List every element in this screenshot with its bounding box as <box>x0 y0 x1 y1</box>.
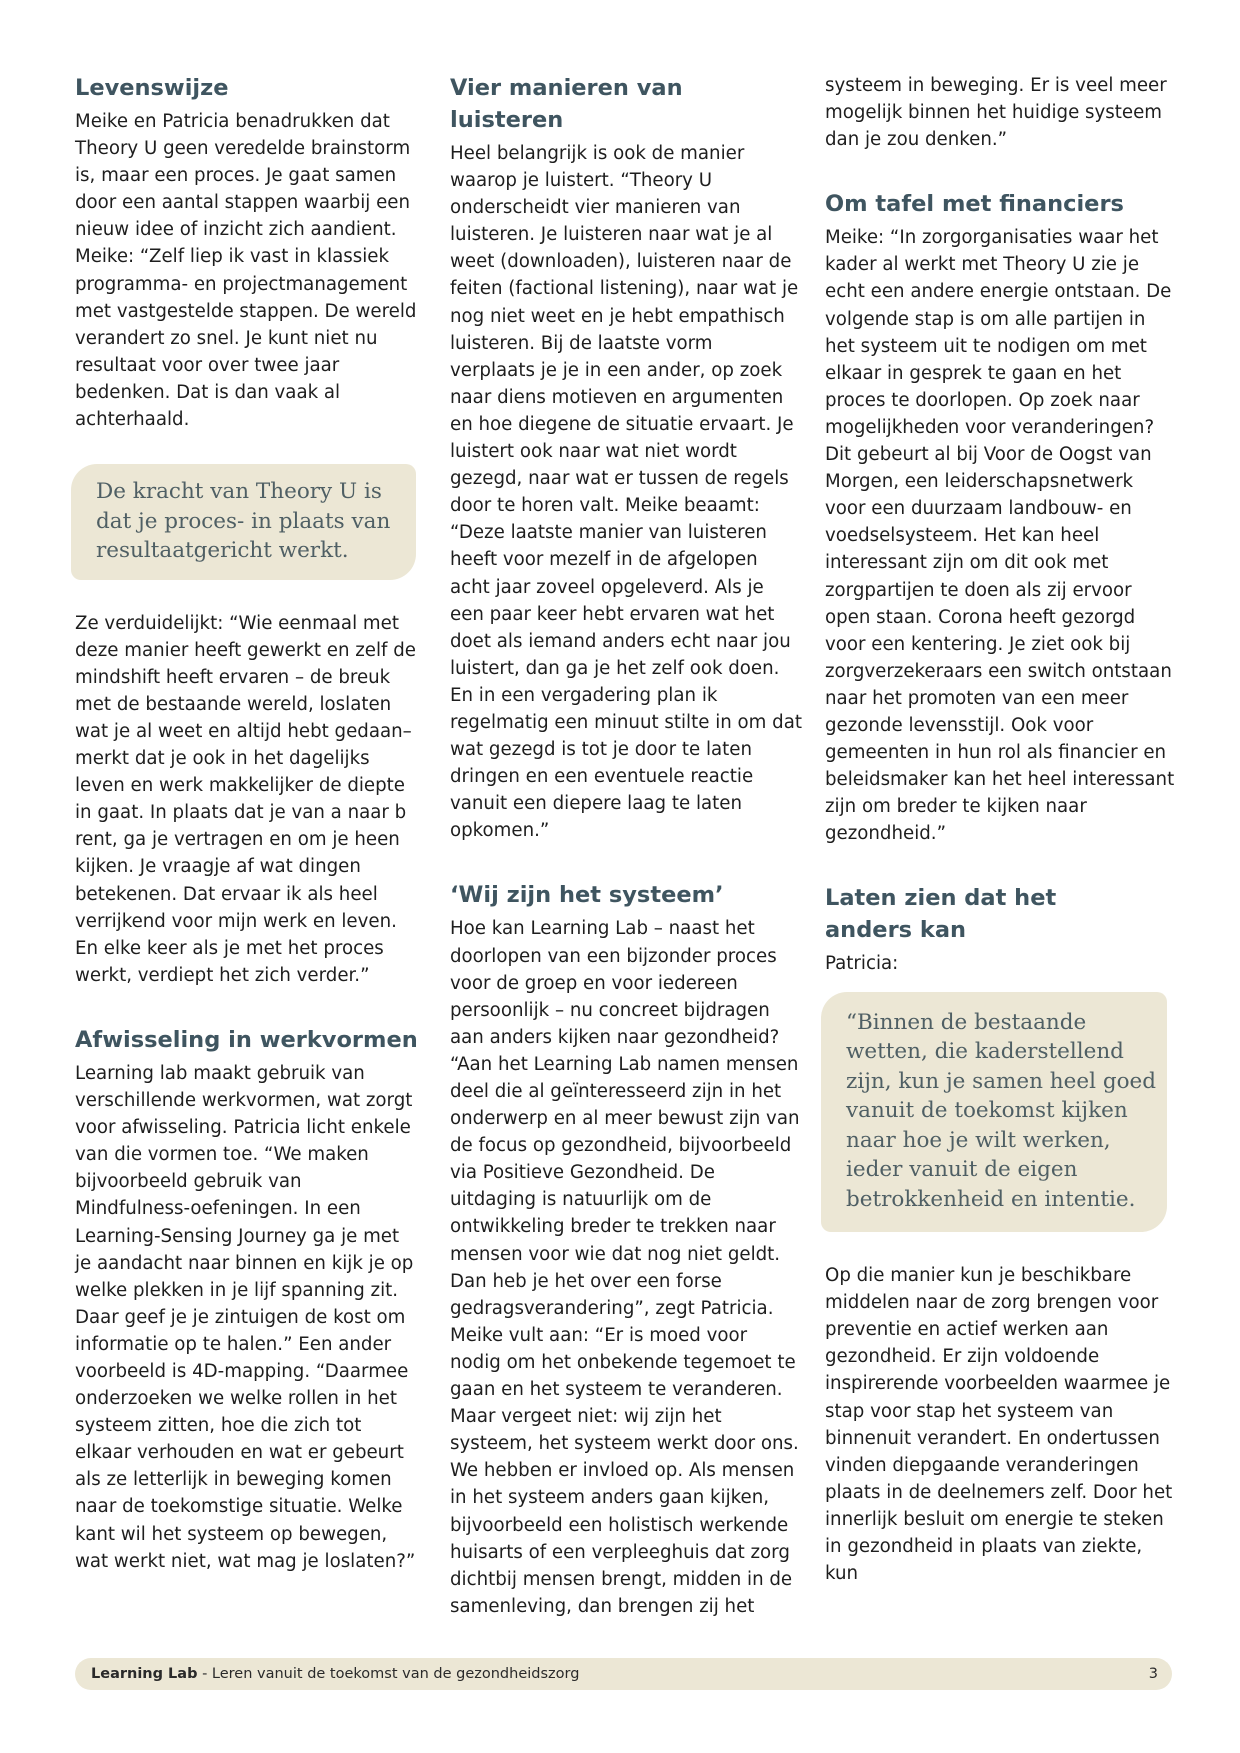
paragraph: Ze verduidelijkt: “Wie eenmaal met deze manier heeft gewerkt en zelf de mindshift heeft ervaren – de breuk met de bestaande wereld, loslaten wat je al weet en altijd hebt gedaan– merkt dat je ook in het dagelijks leven en werk makkelijker de diepte in gaat. In plaats dat je van a naar b rent, ga je vertragen en om je heen kijken. Je vraagje af wat dingen betekenen. Dat ervaar ik als heel verrijkend voor mijn werk en leven. En elke keer als je met het proces werkt, verdiept het zich verder.” <box>75 612 416 986</box>
pull-quote: “Binnen de bestaande wetten, die kaderstellend zijn, kun je samen heel goed vanuit de toekomst kijken naar hoe je wilt werken, ieder vanuit de eigen betrokkenheid en intentie. <box>821 992 1167 1233</box>
paragraph: Learning lab maakt gebruik van verschillende werkvormen, wat zorgt voor afwisseling. Patricia licht enkele van die vormen toe. “We maken bijvoorbeeld gebruik van Mindfulness-oefeningen. In een Learning-Sensing Journey ga je met je aandacht naar binnen en kijk je op welke plekken in je lijf spanning zit. Daar geef je je zintuigen de kost om informatie op te halen.” Een ander voorbeeld is 4D-mapping. “Daarmee onderzoeken we welke rollen in het systeem zitten, hoe die zich tot elkaar verhouden en wat er gebeurt als ze letterlijk in beweging komen naar de toekomstige situatie. Welke kant wil het systeem op bewegen, wat werkt niet, wat mag je loslaten?” <box>75 1062 416 1572</box>
paragraph: Meike: “In zorgorganisaties waar het kader al werkt met Theory U zie je echt een andere energie ontstaan. De volgende stap is om alle partijen in het systeem uit te nodigen om met elkaar in gesprek te gaan en het proces te doorlopen. Op zoek naar mogelijkheden voor veranderingen? Dit gebeurt al bij Voor de Oogst van Morgen, een leiderschapsnetwerk voor een duurzaam landbouw- en voedselsysteem. Het kan heel interessant zijn om dit ook met zorgpartijen te doen als zij ervoor open staan. Corona heeft gezorgd voor een kentering. Je ziet ook bij zorgverzekeraars een switch ontstaan naar het promoten van een meer gezonde levensstijl. Ook voor gemeenten in hun rol als financier en beleidsmaker kan het heel interessant zijn om breder te kijken naar gezondheid.” <box>825 227 1175 845</box>
column-1 <box>75 72 420 1575</box>
paragraph: Hoe kan Learning Lab – naast het doorlopen van een bijzonder proces voor de groep en voor iedereen persoonlijk – nu concreet bijdragen aan anders kijken naar gezondheid? “Aan het Learning Lab namen mensen deel die al geïnteresseerd zijn in het onderwerp en al meer bewust zijn van de focus op gezondheid, bijvoorbeeld via Positieve Gezondheid. De uitdaging is natuurlijk om de ontwikkeling breder te trekken naar mensen voor wie dat nog niet geldt. Dan heb je het over een forse gedragsverandering”, zegt Patricia. Meike vult aan: “Er is moed voor nodig om het onbekende tegemoet te gaan en het systeem te veranderen. Maar vergeet niet: wij zijn het systeem, het systeem werkt door ons. We hebben er invloed op. Als mensen in het systeem anders gaan kijken, bijvoorbeeld een holistisch werkende huisarts of een verpleeghuis dat zorg dichtbij mensen brengt, midden in de samenleving, dan brengen zij het <box>450 918 800 1617</box>
footer-subtitle: - Leren vanuit de toekomst van de gezondheidszorg <box>197 1666 580 1682</box>
heading-afwisseling-in-werkvormen: Afwisseling in werkvormen <box>75 1026 418 1053</box>
heading-laten-zien-dat-het-anders-kan: Laten zien dat het anders kan <box>825 885 1057 944</box>
paragraph: Op die manier kun je beschikbare middelen naar de zorg brengen voor preventie en actief werken aan gezondheid. Er zijn voldoende inspirerende voorbeelden waarmee je stap voor stap het systeem van binnenuit verandert. En ondertussen vinden diepgaande veranderingen plaats in de deelnemers zelf. Door het innerlijk besluit om energie te steken in gezondheid in plaats van ziekte, kun <box>825 1265 1173 1585</box>
heading-levenswijze: Levenswijze <box>75 75 229 101</box>
paragraph: systeem in beweging. Er is veel meer mogelijk binnen het huidige systeem dan je zou denken.” <box>825 75 1167 151</box>
heading-vier-manieren-van-luisteren: Vier manieren van luisteren <box>450 75 683 133</box>
paragraph: Patricia: <box>825 953 899 975</box>
footer-brand: Learning Lab <box>91 1666 198 1682</box>
footer-title <box>91 1665 579 1683</box>
column-3 <box>825 72 1177 1587</box>
heading-om-tafel-met-financiers: Om tafel met financiers <box>825 191 1124 218</box>
paragraph: Heel belangrijk is ook de manier waarop je luistert. “Theory U onderscheidt vier manieren van luisteren. Je luisteren naar wat je al weet (downloaden), luisteren naar de feiten (factional listening), naar wat je nog niet weet en je hebt empathisch luisteren. Bij de laatste vorm verplaats je je in een ander, op zoek naar diens motieven en argumenten en hoe diegene de situatie ervaart. Je luistert ook naar wat niet wordt gezegd, naar wat er tussen de regels door te horen valt. Meike beaamt: “Deze laatste manier van luisteren heeft voor mezelf in de afgelopen acht jaar zoveel opgeleverd. Als je een paar keer hebt ervaren wat het doet als iemand anders echt naar jou luistert, dan ga je het zelf ook doen. En in een vergadering plan ik regelmatig een minuut stilte in om dat wat gezegd is tot je door te laten dringen en een eventuele reactie vanuit een diepere laag te laten opkomen.” <box>450 143 803 842</box>
page-number: 3 <box>1148 1666 1158 1682</box>
column-2 <box>450 72 802 1620</box>
heading-wij-zijn-het-systeem: ‘Wij zijn het systeem’ <box>450 882 724 909</box>
pull-quote: De kracht van Theory U is dat je proces- in plaats van resultaatgericht werkt. <box>71 464 416 580</box>
footer-bar <box>75 1658 1172 1690</box>
paragraph: Meike en Patricia benadrukken dat Theory U geen veredelde brainstorm is, maar een proces. Je gaat samen door een aantal stappen waarbij een nieuw idee of inzicht zich aandient. Meike: “Zelf liep ik vast in klassiek programma- en projectmanagement met vastgestelde stappen. De wereld verandert zo snel. Je kunt niet nu resultaat voor over twee jaar bedenken. Dat is dan vaak al achterhaald. <box>75 111 417 431</box>
